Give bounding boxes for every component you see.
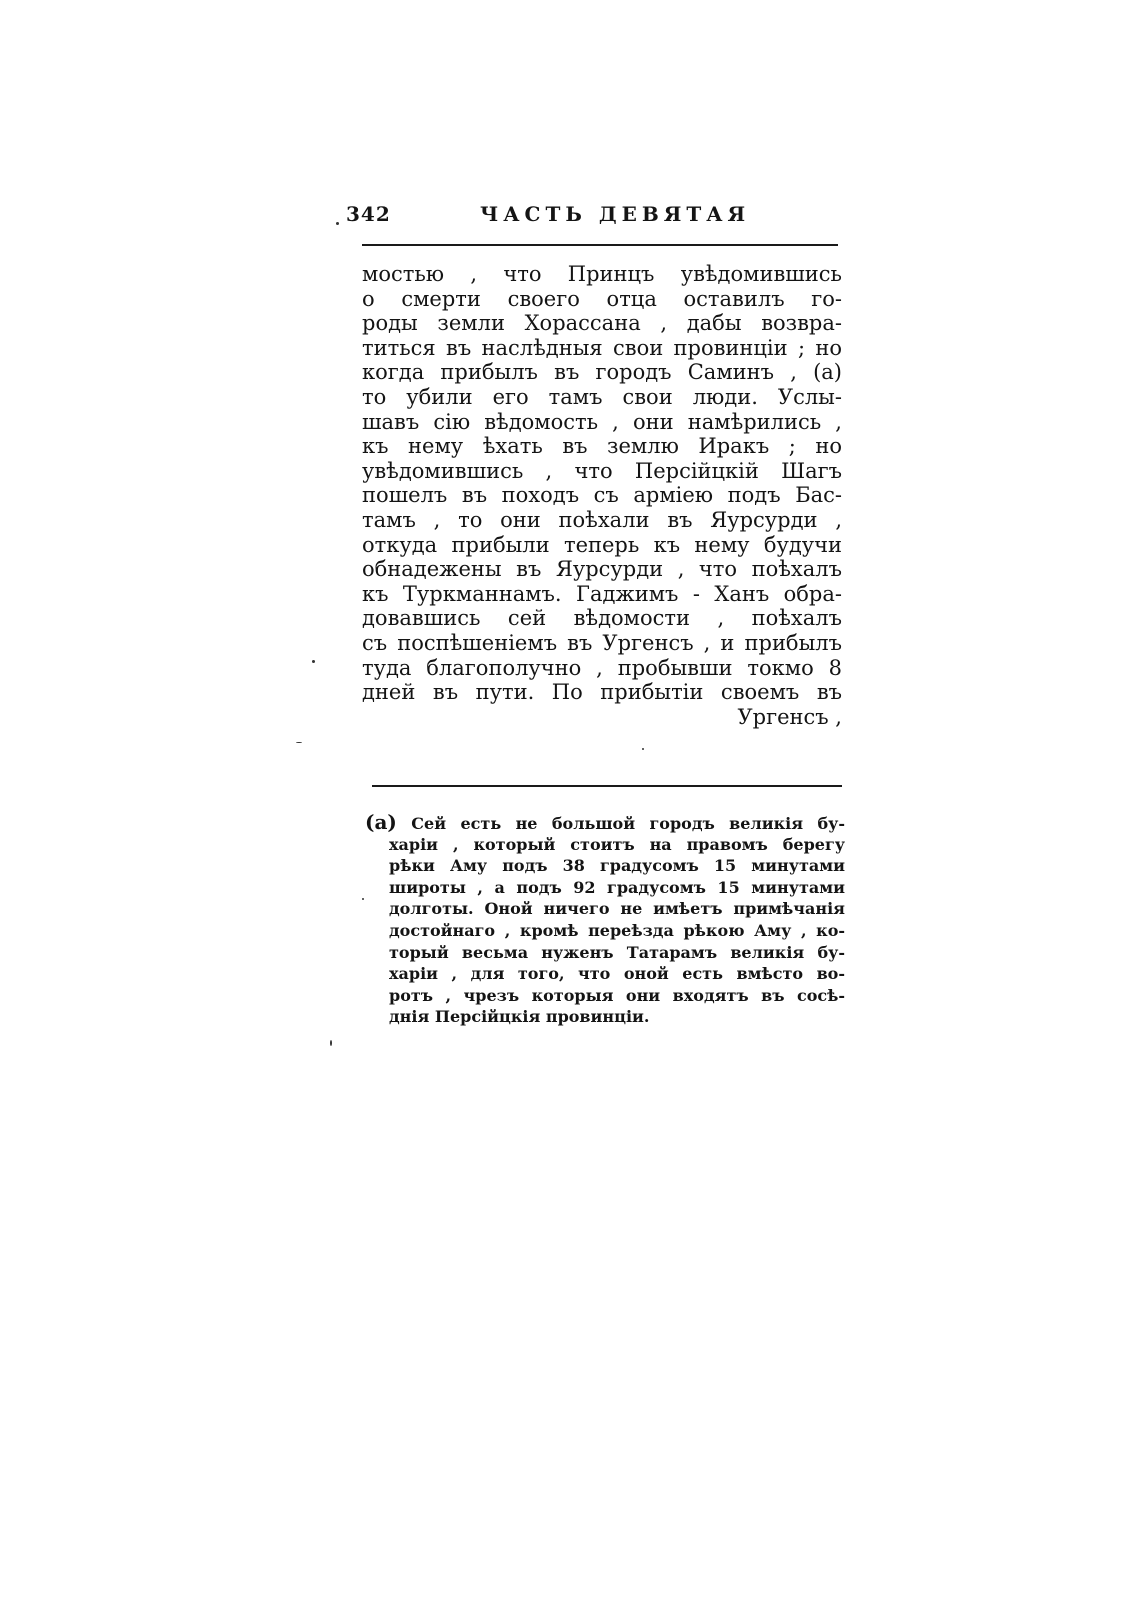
footnote-line: долготы. Оной ничего не имѣетъ примѣчанія bbox=[389, 899, 845, 919]
text-line: довавшись сей вѣдомости , поѣхалъ bbox=[362, 606, 842, 631]
footnote-line: широты , а подъ 92 градусомъ 15 минутами bbox=[389, 877, 845, 897]
text-line: шавъ сію вѣдомость , они намѣрились , bbox=[362, 409, 842, 434]
footnote-rule bbox=[372, 785, 842, 787]
scan-speck bbox=[312, 660, 315, 663]
footnote-line: ротъ , чрезъ которыя они входятъ въ сосѣ- bbox=[389, 985, 845, 1005]
text-line: увѣдомившись , что Персійцкій Шагъ bbox=[362, 458, 842, 483]
text-line: туда благополучно , пробывши токмо 8 bbox=[362, 655, 842, 680]
text-line: когда прибылъ въ городъ Саминъ , (а) bbox=[362, 360, 842, 385]
scan-speck bbox=[642, 748, 644, 750]
footnote-line bbox=[365, 812, 845, 834]
footnote-marker: (а) bbox=[365, 810, 397, 834]
text-line: откуда прибыли теперь къ нему будучи bbox=[362, 532, 842, 557]
page-header bbox=[340, 200, 840, 230]
page-number: 342 bbox=[346, 202, 391, 226]
scan-speck bbox=[296, 742, 302, 743]
footnote-line: рѣки Аму подъ 38 градусомъ 15 минутами bbox=[389, 856, 845, 876]
text-line: дней въ пути. По прибытіи своемъ въ bbox=[362, 680, 842, 705]
text-line: титься въ наслѣдныя свои провинціи ; но bbox=[362, 335, 842, 360]
main-text bbox=[362, 262, 842, 729]
text-line: къ нему ѣхать въ землю Иракъ ; но bbox=[362, 434, 842, 459]
catchword: Ургенсъ , bbox=[737, 704, 842, 729]
text-line: мостью , что Принцъ увѣдомившись bbox=[362, 262, 842, 286]
text-line: тамъ , то они поѣхали въ Яурсурди , bbox=[362, 507, 842, 532]
scan-speck bbox=[330, 1040, 332, 1046]
scan-speck bbox=[336, 222, 339, 225]
footnote-line: торый весьма нуженъ Татарамъ великія бу- bbox=[389, 942, 845, 962]
footnote-line: днія Персійцкія провинціи. bbox=[389, 1007, 650, 1027]
text-line: то убили его тамъ свои люди. Услы- bbox=[362, 384, 842, 409]
text-line: о смерти своего отца оставилъ го- bbox=[362, 286, 842, 311]
text-line: обнадежены въ Яурсурди , что поѣхалъ bbox=[362, 557, 842, 582]
scan-speck bbox=[362, 898, 364, 900]
footnote bbox=[365, 812, 845, 1028]
footnote-line: достойнаго , кромѣ переѣзда рѣкою Аму , ко- bbox=[389, 920, 845, 940]
text-line: съ поспѣшеніемъ въ Ургенсъ , и прибылъ bbox=[362, 630, 842, 655]
footnote-line: харіи , для того, что оной есть вмѣсто во- bbox=[389, 964, 845, 984]
text-line: пошелъ въ походъ съ арміею подъ Бас- bbox=[362, 483, 842, 508]
header-rule bbox=[362, 244, 838, 246]
running-head: ЧАСТЬ ДЕВЯТАЯ bbox=[480, 202, 751, 226]
footnote-line: харіи , который стоитъ на правомъ берегу bbox=[389, 834, 845, 854]
text-line: къ Туркманнамъ. Гаджимъ - Ханъ обра- bbox=[362, 581, 842, 606]
footnote-text: Сей есть не большой городъ великія бу- bbox=[411, 814, 845, 833]
text-line: роды земли Хорассана , дабы возвра- bbox=[362, 311, 842, 336]
